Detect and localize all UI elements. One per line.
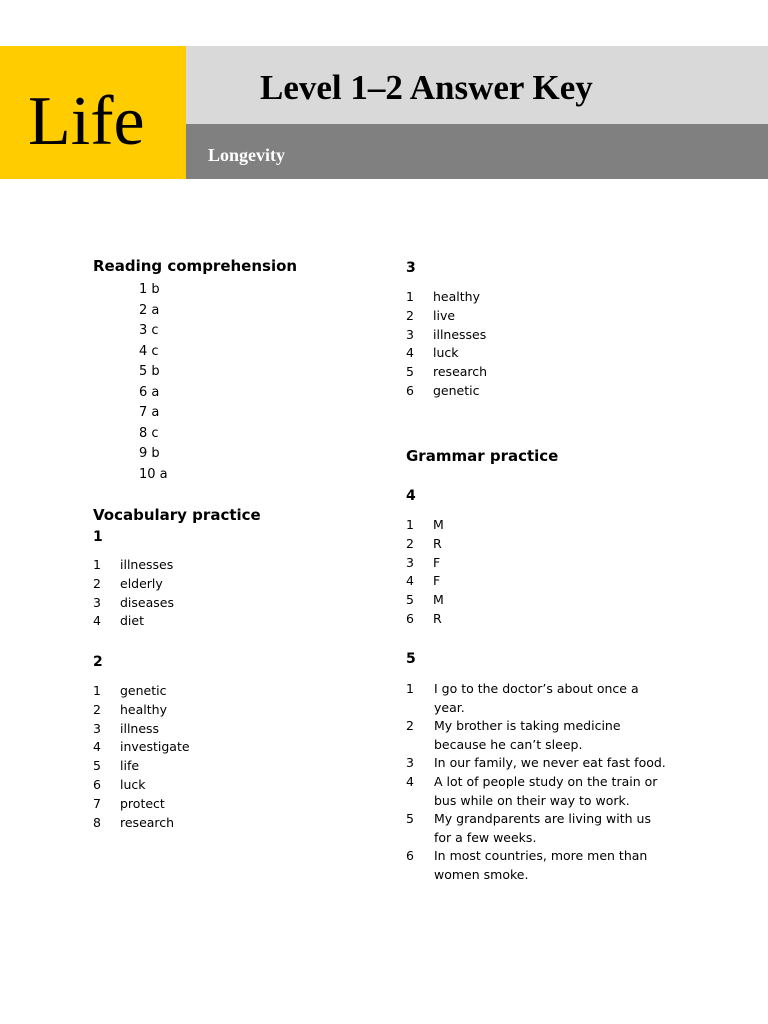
item-answer: research bbox=[120, 814, 175, 830]
item-answer: illnesses bbox=[433, 326, 487, 342]
list-item bbox=[406, 773, 666, 810]
item-number: 4 bbox=[406, 573, 414, 589]
item-answer: F bbox=[433, 573, 441, 589]
item-answer: My brother is taking medicine because he can’t sleep. bbox=[434, 718, 621, 752]
item-number: 4 bbox=[93, 613, 101, 629]
item-number: 2 bbox=[406, 307, 414, 323]
page-subtitle: Longevity bbox=[208, 145, 286, 165]
item-number: 5 bbox=[406, 592, 414, 608]
item-answer: luck bbox=[433, 345, 459, 361]
item-number: 4 bbox=[406, 345, 414, 361]
reading-answer: 9 b bbox=[139, 446, 160, 461]
item-answer: A lot of people study on the train or bus while on their way to work. bbox=[434, 773, 658, 808]
reading-answer: 5 b bbox=[139, 364, 160, 379]
item-number: 2 bbox=[93, 701, 101, 717]
item-number: 6 bbox=[93, 776, 101, 792]
item-answer: elderly bbox=[120, 575, 163, 591]
item-answer: In most countries, more men than women smoke. bbox=[434, 848, 648, 882]
item-number: 1 bbox=[406, 517, 414, 532]
item-number: 2 bbox=[93, 575, 101, 591]
item-answer: My grandparents are living with us for a few weeks. bbox=[434, 811, 651, 845]
page-title: Level 1–2 Answer Key bbox=[260, 68, 593, 107]
item-number: 3 bbox=[93, 720, 101, 736]
reading-heading: Reading comprehension bbox=[93, 257, 298, 275]
item-number: 3 bbox=[406, 755, 414, 771]
item-number: 6 bbox=[406, 382, 414, 398]
exercise-number: 2 bbox=[93, 654, 103, 670]
item-number: 5 bbox=[93, 758, 101, 774]
item-answer: live bbox=[433, 307, 456, 323]
item-answer: genetic bbox=[433, 382, 480, 398]
item-number: 5 bbox=[406, 811, 414, 827]
list-item bbox=[406, 754, 666, 773]
item-answer: healthy bbox=[120, 701, 167, 717]
item-number: 1 bbox=[406, 289, 414, 304]
item-answer: diet bbox=[120, 613, 144, 629]
item-answer: healthy bbox=[433, 289, 480, 304]
logo: Life bbox=[28, 83, 145, 160]
item-number: 2 bbox=[406, 718, 414, 734]
item-number: 3 bbox=[93, 594, 101, 610]
item-answer: research bbox=[433, 364, 488, 380]
item-answer: illnesses bbox=[120, 557, 174, 572]
reading-answer: 6 a bbox=[139, 384, 160, 400]
list-item bbox=[406, 717, 666, 754]
item-number: 6 bbox=[406, 848, 414, 864]
exercise-number: 5 bbox=[406, 651, 416, 667]
item-number: 5 bbox=[406, 364, 414, 380]
list-item bbox=[406, 847, 666, 884]
item-number: 1 bbox=[93, 557, 101, 572]
exercise-number: 1 bbox=[93, 529, 103, 545]
reading-answer: 2 a bbox=[139, 302, 160, 318]
grammar-heading: Grammar practice bbox=[406, 447, 559, 465]
list-item bbox=[406, 680, 666, 717]
item-number: 2 bbox=[406, 535, 414, 551]
reading-answer: 3 c bbox=[139, 323, 159, 338]
exercise-5-list bbox=[406, 680, 666, 885]
reading-answer: 1 b bbox=[139, 282, 160, 297]
item-answer: luck bbox=[120, 776, 146, 792]
item-number: 6 bbox=[406, 610, 414, 626]
reading-answer: 4 c bbox=[139, 343, 159, 359]
item-answer: genetic bbox=[120, 683, 167, 698]
item-number: 4 bbox=[406, 773, 414, 789]
item-number: 4 bbox=[93, 739, 101, 755]
item-answer: I go to the doctor’s about once a year. bbox=[434, 681, 639, 715]
reading-answer: 10 a bbox=[139, 466, 168, 482]
item-answer: R bbox=[433, 535, 442, 551]
reading-answer: 8 c bbox=[139, 425, 159, 441]
item-answer: M bbox=[433, 517, 444, 532]
item-answer: R bbox=[433, 610, 442, 626]
item-number: 8 bbox=[93, 814, 101, 830]
item-number: 7 bbox=[93, 795, 101, 811]
item-answer: illness bbox=[120, 720, 160, 736]
item-number: 1 bbox=[93, 683, 101, 698]
item-answer: investigate bbox=[120, 739, 190, 755]
item-answer: diseases bbox=[120, 594, 174, 610]
reading-answer: 7 a bbox=[139, 405, 160, 420]
exercise-number: 3 bbox=[406, 260, 416, 276]
item-number: 3 bbox=[406, 554, 414, 570]
item-answer: protect bbox=[120, 795, 165, 811]
item-answer: In our family, we never eat fast food. bbox=[434, 755, 666, 771]
item-answer: M bbox=[433, 592, 444, 608]
item-number: 3 bbox=[406, 326, 414, 342]
item-number: 1 bbox=[406, 681, 414, 696]
exercise-number: 4 bbox=[406, 488, 416, 504]
list-item bbox=[406, 810, 666, 847]
item-answer: F bbox=[433, 554, 441, 570]
item-answer: life bbox=[120, 758, 140, 774]
vocabulary-heading: Vocabulary practice bbox=[93, 506, 261, 524]
